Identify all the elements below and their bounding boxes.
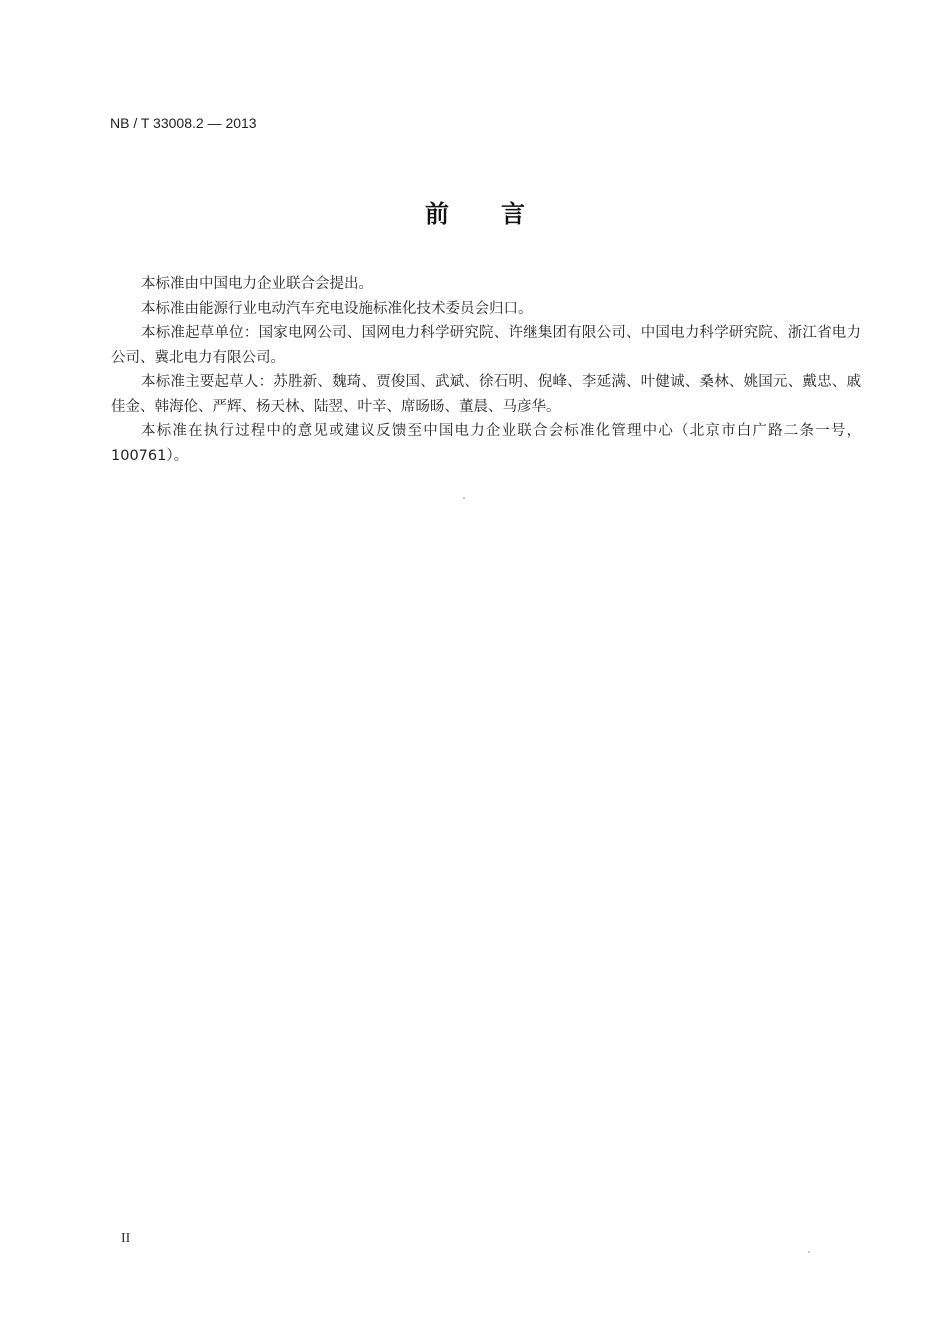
page-number: II — [121, 1231, 131, 1246]
title-char-1: 前 — [425, 200, 449, 228]
foreword-body — [111, 272, 861, 468]
title-char-2: 言 — [501, 200, 525, 228]
page-title — [0, 194, 950, 229]
standard-code: NB / T 33008.2 — 2013 — [110, 115, 257, 131]
scan-speck — [463, 497, 465, 499]
paragraph-drafting-units: 本标准起草单位：国家电网公司、国网电力科学研究院、许继集团有限公司、中国电力科学研究院、浙江省电力公司、冀北电力有限公司。 — [111, 325, 861, 366]
paragraph-feedback: 本标准在执行过程中的意见或建议反馈至中国电力企业联合会标准化管理中心（北京市白广路二条一号，100761）。 — [111, 423, 861, 464]
paragraph-drafters: 本标准主要起草人：苏胜新、魏琦、贾俊国、武斌、徐石明、倪峰、李延满、叶健诚、桑林、姚国元、戴忠、戚佳金、韩海伦、严辉、杨天林、陆翌、叶辛、席旸旸、董晨、马彦华。 — [111, 374, 861, 415]
scan-speck — [808, 1251, 810, 1253]
paragraph-proposer: 本标准由中国电力企业联合会提出。 — [141, 276, 373, 292]
paragraph-committee: 本标准由能源行业电动汽车充电设施标准化技术委员会归口。 — [141, 300, 533, 317]
